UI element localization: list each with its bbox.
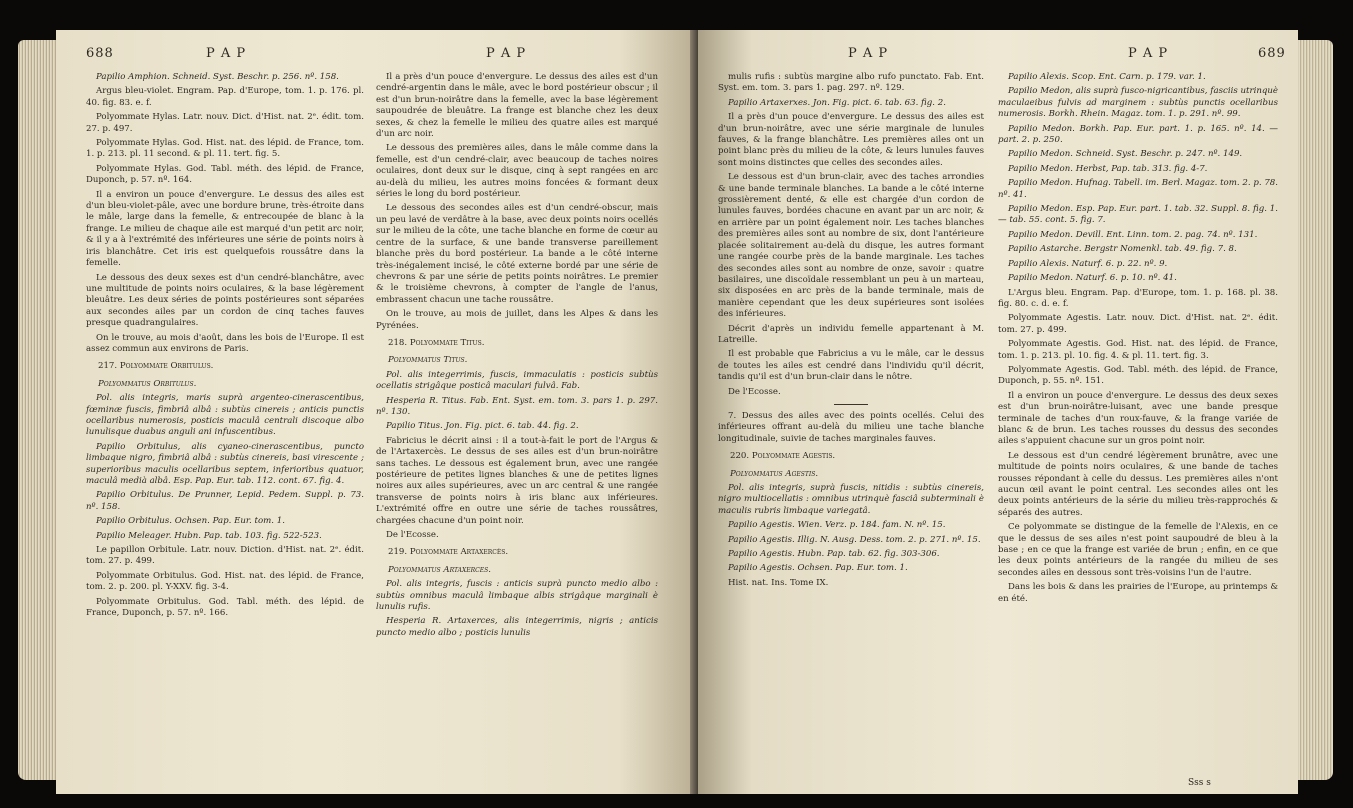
- rc2-paragraph: Ce polyommate se distingue de la femelle de l'Alexis, en ce que le dessus de ses ailes n'est point saupoudré de bleu à la base ; en ce que la frange est variée de brun ; enfin, en ce que les deux points antérieurs de la rangée du milieu de ses secondes ailes en dessous sont très-voisins l'un de l'autre.: [998, 522, 1278, 578]
- section-rule: [834, 404, 868, 405]
- rc1-paragraph: Papilio Agestis. Wien. Verz. p. 184. fam. N. nº. 15.: [728, 520, 946, 531]
- rc2-paragraph: Papilio Medon. Borkh. Pap. Eur. part. 1. p. 165. nº. 14. — part. 2. p. 250.: [998, 123, 1278, 146]
- left-page-edges: [18, 40, 60, 780]
- lc2-paragraph: Pol. alis integris, fuscis : anticis suprà puncto medio albo : subtùs omnibus maculâ limbaque albis strigâque marginali è lunulis rufis.: [376, 579, 658, 613]
- signature-mark: Sss s: [1188, 778, 1211, 788]
- lc2-paragraph: Il a près d'un pouce d'envergure. Le dessus des ailes est d'un cendré-argentin dans le mâle, avec le bord postérieur obscur ; il est d'un brun-noirâtre dans la femelle, avec la base légèrement saupoudrée de bleuâtre. La frange est blanche chez les deux sexes, & chez la femelle le milieu des quatre ailes est marqué d'un arc noir.: [376, 72, 658, 140]
- lc1-paragraph: Pol. alis integris, maris suprà argenteo-cinerascentibus, fœminæ fuscis, fimbriâ albâ : subtùs cinereis ; anticis punctis ocellaribus numerosis, posticis maculâ centrali discoque albo lunulisque duabus anguli ani infuscentibus.: [86, 393, 364, 438]
- running-head-left-col2: P A P: [486, 46, 527, 61]
- lc2-paragraph: Polyommatus Titus.: [388, 355, 468, 366]
- lc2-paragraph: Pol. alis integerrimis, fuscis, immaculatis : posticis subtùs ocellatis strigâque posticâ maculari fulvâ. Fab.: [376, 369, 658, 392]
- rc2-paragraph: Papilio Medon, alis suprà fusco-nigricantibus, fasciis utrinquè maculaeibus fulvis ad marginem : subtùs punctis ocellaribus numerosis. Borkh. Rhein. Magaz. tom. 1. p. 291. nº. 99.: [998, 86, 1278, 120]
- lc2-paragraph: Polyommatus Artaxerces.: [388, 564, 491, 575]
- running-head-right: P A P: [1128, 46, 1169, 61]
- running-head-left: P A P: [206, 46, 247, 61]
- lc1-paragraph: 217. Polyommate Orbitulus.: [98, 361, 214, 372]
- lc2-paragraph: On le trouve, au mois de juillet, dans les Alpes & dans les Pyrénées.: [376, 309, 658, 331]
- lc1-paragraph: Polyommate Hylas. God. Tabl. méth. des lépid. de France, Duponch, p. 57. nº. 164.: [86, 163, 364, 186]
- lc1-paragraph: Polyommate Hylas. Latr. nouv. Dict. d'Hist. nat. 2ᵉ. édit. tom. 27. p. 497.: [86, 112, 364, 134]
- rc2-paragraph: Papilio Medon. Hufnag. Tabell. im. Berl. Magaz. tom. 2. p. 78. nº. 41.: [998, 178, 1278, 200]
- page-number-left: 688: [86, 46, 114, 61]
- lc2-paragraph: 218. Polyommate Titus.: [388, 337, 485, 348]
- rc2-paragraph: Le dessous est d'un cendré légèrement brunâtre, avec une multitude de points noirs oculaires, & une bande de taches rousses répondant à celle du dessus. Les premières ailes n'ont aucun œil avant le point central. Les secondes ailes ont les deux points antérieurs de la série du milieu très-rapprochés & séparés des autres.: [998, 450, 1278, 518]
- rc1-paragraph: De l'Ecosse.: [728, 386, 781, 397]
- rc1-paragraph: Il est probable que Fabricius a vu le mâle, car le dessus de toutes les ailes est cendré dans l'individu qu'il décrit, tandis qu'il est d'un brun-clair dans le nôtre.: [718, 349, 984, 383]
- lc2-paragraph: Hesperia R. Artaxerces, alis integerrimis, nigris ; anticis puncto medio albo ; posticis lunulis: [376, 616, 658, 638]
- rc1-paragraph: 220. Polyommate Agestis.: [730, 451, 836, 462]
- lc1-paragraph: Le papillon Orbitule. Latr. nouv. Diction. d'Hist. nat. 2ᵉ. édit. tom. 27. p. 499.: [86, 545, 364, 567]
- rc2-paragraph: Papilio Medon. Schneid. Syst. Beschr. p. 247. nº. 149.: [1008, 149, 1243, 160]
- lc1-paragraph: Papilio Meleager. Hubn. Pap. tab. 103. fig. 522-523.: [96, 530, 322, 541]
- rc1-paragraph: Pol. alis integris, suprà fuscis, nitidis : subtùs cinereis, nigro multiocellatis : omnibus utrinquè fasciâ subterminali è maculis rubris limbaque variegatâ.: [718, 483, 984, 516]
- lc1-paragraph: Polyommate Orbitulus. God. Hist. nat. des lépid. de France, tom. 2. p. 200. pl. Y-XXV. fig. 3-4.: [86, 570, 364, 593]
- lc1-paragraph: Papilio Orbitulus. Ochsen. Pap. Eur. tom. 1.: [96, 516, 285, 527]
- rc2-paragraph: Papilio Alexis. Scop. Ent. Carn. p. 179. var. 1.: [1008, 72, 1206, 82]
- rc2-paragraph: Polyommate Agestis. Latr. nouv. Dict. d'Hist. nat. 2ᵉ. édit. tom. 27. p. 499.: [998, 313, 1278, 335]
- lc2-paragraph: Hesperia R. Titus. Fab. Ent. Syst. em. tom. 3. pars 1. p. 297. nº. 130.: [376, 395, 658, 417]
- rc2-paragraph: Polyommate Agestis. God. Tabl. méth. des lépid. de France, Duponch, p. 55. nº. 151.: [998, 364, 1278, 387]
- rc2-paragraph: Papilio Alexis. Naturf. 6. p. 22. nº. 9.: [1008, 258, 1168, 269]
- lc1-paragraph: On le trouve, au mois d'août, dans les bois de l'Europe. Il est assez commun aux environs de Paris.: [86, 332, 364, 354]
- rc2-paragraph: Papilio Astarche. Bergstr Nomenkl. tab. 49. fig. 7. 8.: [1008, 244, 1237, 255]
- rc2-paragraph: Papilio Medon. Devill. Ent. Linn. tom. 2. pag. 74. nº. 131.: [1008, 229, 1258, 240]
- rc1-paragraph: Le dessous est d'un brun-clair, avec des taches arrondies & une bande terminale blanches. La bande a le côté interne grossièrement denté, & elle est chargée d'un cordon de lunules fauves, bordées chacune en avant par un arc noir, & en arrière par un point également noir. Les taches blanches des premières ailes sont au nombre de six, dont l'antérieure placée solitairement au-delà du disque, les autres formant une rangée courbe près de la bande marginale. Les taches des secondes ailes sont au nombre de onze, savoir : quatre basilaires, une discoïdale ressemblant un peu à un marteau, six disposées en arc près de la bande terminale, mais de manière cependant que les deux supérieures sont isolées des inférieures.: [718, 172, 984, 320]
- right-page: [698, 30, 1298, 794]
- rc1-paragraph: Papilio Agestis. Ochsen. Pap. Eur. tom. 1.: [728, 563, 908, 574]
- lc1-paragraph: Le dessous des deux sexes est d'un cendré-blanchâtre, avec une multitude de points noirs oculaires, & la base légèrement bleuâtre. Les deux séries de points postérieures sont séparées aux secondes ailes par un cordon de cinq taches fauves presque quadrangulaires.: [86, 272, 364, 329]
- left-page: [56, 30, 696, 794]
- rc1-paragraph: Papilio Agestis. Hubn. Pap. tab. 62. fig. 303-306.: [728, 549, 940, 560]
- rc2-paragraph: Dans les bois & dans les prairies de l'Europe, au printemps & en été.: [998, 582, 1278, 604]
- rc2-paragraph: L'Argus bleu. Engram. Pap. d'Europe, tom. 1. p. 168. pl. 38. fig. 80. c. d. e. f.: [998, 287, 1278, 309]
- right-column-2: [998, 72, 1278, 608]
- lc1-paragraph: Papilio Orbitulus, alis cyaneo-cinerascentibus, puncto limbaque nigro, fimbriâ albâ : subtùs cinereis, basi virescente ; superioribus maculis ocellaribus septem, inferioribus quatuor, maculâ medià albâ. Esp. Pap. Eur. tab. 112. cont. 67. fig. 4.: [86, 441, 364, 486]
- rc2-paragraph: Papilio Medon. Esp. Pap. Eur. part. 1. tab. 32. Suppl. 8. fig. 1. — tab. 55. cont. 5. fig. 7.: [998, 204, 1278, 226]
- lc2-paragraph: Le dessous des premières ailes, dans le mâle comme dans la femelle, est d'un cendré-clair, avec beaucoup de taches noires oculaires, dont deux sur le disque, cinq à sept rangées en arc au-delà du milieu, les autres moins foncées & formant deux séries le long du bord postérieur.: [376, 143, 658, 200]
- lc2-paragraph: De l'Ecosse.: [386, 530, 439, 541]
- rc1-paragraph: Papilio Artaxerxes. Jon. Fig. pict. 6. tab. 63. fig. 2.: [728, 97, 946, 108]
- rc2-paragraph: Papilio Medon. Herbst, Pap. tab. 313. fig. 4-7.: [1008, 163, 1208, 174]
- rc1-paragraph: 7. Dessus des ailes avec des points ocellés. Celui des inférieures offrant au-delà du milieu une tache blanche longitudinale, suivie de taches marginales fauves.: [718, 410, 984, 444]
- rc2-paragraph: Papilio Medon. Naturf. 6. p. 10. nº. 41.: [1008, 273, 1177, 284]
- lc2-paragraph: Le dessous des secondes ailes est d'un cendré-obscur, mais un peu lavé de verdâtre à la base, avec deux points noirs ocellés sur le milieu de la côte, une tache blanche en forme de cœur au centre de la surface, & une bande transverse pareillement blanche près du bord postérieur. La bande a le côté interne très-inégalement incisé, le côté externe bordé par une série de chevrons & par une série de petits points noirâtres. Le premier & le troisième chevrons, à compter de l'angle de l'anus, embrassent chacun une tache roussâtre.: [376, 203, 658, 305]
- lc2-paragraph: Fabricius le décrit ainsi : il a tout-à-fait le port de l'Argus & de l'Artaxercès. Le dessus de ses ailes est d'un brun-noirâtre sans taches. Le dessous est également brun, avec une rangée postérieure de petites lignes blanches & une de petites lignes noires aux ailes supérieures, avec un arc central & une rangée transverse de points noirs à iris blanc aux inférieures. L'extrémité offre en outre une série de taches roussâtres, chargées chacune d'un point noir.: [376, 435, 658, 526]
- rc1-paragraph: Il a près d'un pouce d'envergure. Le dessus des ailes est d'un brun-noirâtre, avec une série marginale de lunules fauves, & la frange blanchâtre. Les premières ailes ont un point blanc près du milieu de la côte, & leurs lunules fauves sont moins distinctes que celles des secondes ailes.: [718, 112, 984, 168]
- rc1-paragraph: Papilio Agestis. Illig. N. Ausg. Dess. tom. 2. p. 271. nº. 15.: [728, 534, 981, 545]
- lc1-paragraph: Polyommatus Orbitulus.: [98, 378, 197, 389]
- page-number-right: 689: [1258, 46, 1286, 61]
- rc1-paragraph: Polyommatus Agestis.: [730, 468, 819, 479]
- right-column-1: [718, 72, 984, 592]
- left-column-1: [86, 72, 364, 622]
- lc1-paragraph: Polyommate Orbitulus. God. Tabl. méth. des lépid. de France, Duponch, p. 57. nº. 166.: [86, 596, 364, 619]
- lc2-paragraph: Papilio Titus. Jon. Fig. pict. 6. tab. 44. fig. 2.: [386, 421, 579, 432]
- lc1-paragraph: Argus bleu-violet. Engram. Pap. d'Europe, tom. 1. p. 176. pl. 40. fig. 83. e. f.: [86, 86, 364, 108]
- lc2-paragraph: 219. Polyommate Artaxercès.: [388, 547, 509, 558]
- rc2-paragraph: Il a environ un pouce d'envergure. Le dessus des deux sexes est d'un brun-noirâtre-luisant, avec une bande presque terminale de taches d'un roux-fauve, & la frange variée de blanc & de brun. Les taches rousses du dessus des secondes ailes s'appuient chacune sur un gros point noir.: [998, 390, 1278, 447]
- lc1-paragraph: Papilio Amphion. Schneid. Syst. Beschr. p. 256. nº. 158.: [96, 72, 339, 82]
- lc1-paragraph: Il a environ un pouce d'envergure. Le dessus des ailes est d'un bleu-violet-pâle, avec une bordure brune, très-étroite dans le mâle, large dans la femelle, & entrecoupée de blanc à la frange. Le milieu de chaque aile est marqué d'un petit arc noir, & il y a à l'extrémité des inférieures une série de points noirs à iris blanchâtre. Cet iris est quelquefois roussâtre dans la femelle.: [86, 189, 364, 269]
- lc1-paragraph: Polyommate Hylas. God. Hist. nat. des lépid. de France, tom. 1. p. 213. pl. 11 second. & pl. 11. tert. fig. 5.: [86, 138, 364, 160]
- lc1-paragraph: Papilio Orbitulus. De Prunner, Lepid. Pedem. Suppl. p. 73. nº. 158.: [86, 490, 364, 512]
- rc1-paragraph: mulis rufis : subtùs margine albo rufo punctato. Fab. Ent. Syst. em. tom. 3. pars 1. pag. 297. nº. 129.: [718, 72, 984, 94]
- rc1-paragraph: Hist. nat. Ins. Tome IX.: [728, 577, 829, 588]
- running-head-right-col1: P A P: [848, 46, 889, 61]
- rc2-paragraph: Polyommate Agestis. God. Hist. nat. des lépid. de France, tom. 1. p. 213. pl. 10. fig. 4. & pl. 11. tert. fig. 3.: [998, 339, 1278, 361]
- left-column-2: [376, 72, 658, 642]
- rc1-paragraph: Décrit d'après un individu femelle appartenant à M. Latreille.: [718, 323, 984, 345]
